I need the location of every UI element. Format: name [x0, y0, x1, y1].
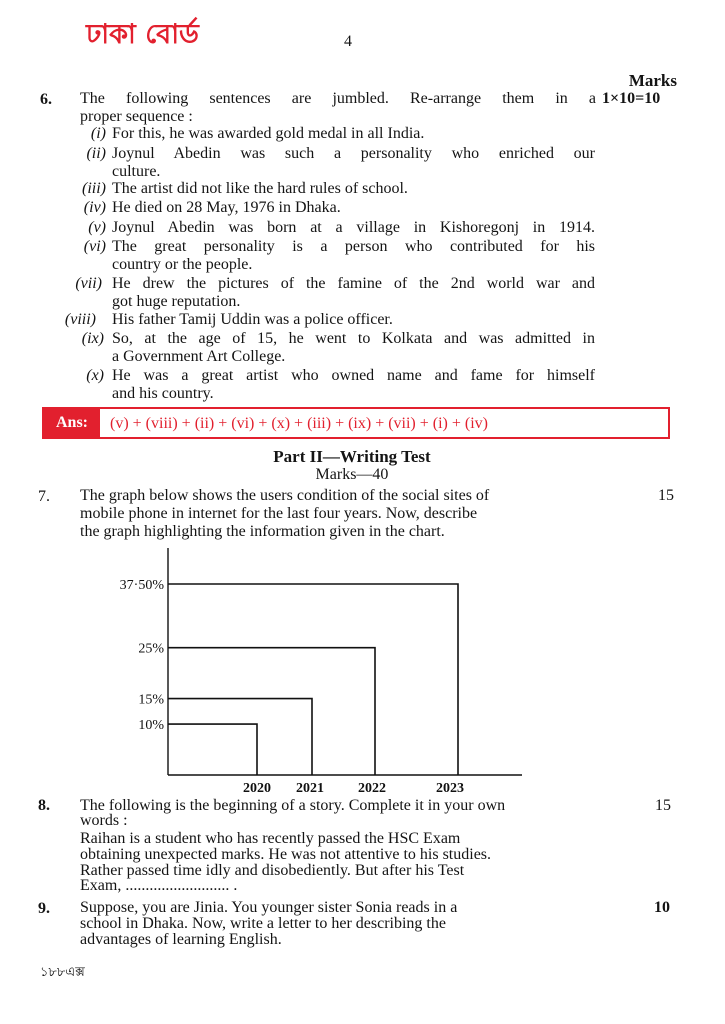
q9-line: Suppose, you are Jinia. You younger sister Sonia reads in a: [80, 899, 458, 916]
q6-number: 6.: [40, 91, 52, 108]
q8-marks: 15: [655, 797, 671, 814]
part2-title: Part II—Writing Test: [273, 447, 431, 466]
q7-line: The graph below shows the users condition of the social sites of: [80, 487, 490, 504]
value-label: 10%: [138, 718, 164, 734]
q8-line: obtaining unexpected marks. He was not attentive to his studies.: [80, 846, 492, 863]
q8-line: Raihan is a student who has recently passed the HSC Exam: [80, 830, 461, 847]
q6-prompt-line2: proper sequence :: [80, 108, 193, 125]
x-tick-label: 2020: [243, 781, 271, 796]
value-label: 37·50%: [119, 578, 164, 593]
q6-item-number: (vii): [75, 275, 102, 292]
q6-item-text: So, at the age of 15, he went to Kolkata and was admitted in: [112, 330, 595, 347]
q7-marks: 15: [658, 487, 674, 504]
q6-item-text: Joynul Abedin was such a personality who enriched our: [112, 145, 595, 162]
q6-item-text: His father Tamij Uddin was a police officer.: [112, 311, 393, 328]
q6-item-number: (i): [90, 125, 106, 142]
q6-item-text: got huge reputation.: [112, 293, 241, 310]
q7-line: mobile phone in internet for the last four years. Now, describe: [80, 505, 478, 522]
q6-item-text: He was a great artist who owned name and fame for himself: [112, 367, 595, 384]
answer-box: [42, 407, 670, 439]
x-tick-label: 2022: [358, 781, 386, 796]
x-tick-label: 2023: [436, 781, 464, 796]
q7-number: 7.: [38, 488, 50, 505]
q6-item-number: (vi): [83, 238, 106, 255]
x-tick-label: 2021: [296, 781, 324, 796]
q9-line: school in Dhaka. Now, write a letter to her describing the: [80, 915, 446, 932]
answer-text: (v) + (viii) + (ii) + (vi) + (x) + (iii) + (ix) + (vii) + (i) + (iv): [110, 415, 489, 432]
q9-number: 9.: [38, 900, 50, 917]
q6-item-text: The great personality is a person who contributed for his: [112, 238, 595, 255]
usage-chart: [0, 540, 725, 796]
q6-item-text: The artist did not like the hard rules of school.: [112, 180, 408, 197]
value-label: 25%: [138, 641, 164, 657]
q6-item-text: He drew the pictures of the famine of the 2nd world war and: [112, 275, 595, 292]
q8-line: words :: [80, 812, 128, 829]
bar-2023: [168, 584, 458, 775]
q6-item-text: He died on 28 May, 1976 in Dhaka.: [112, 199, 341, 216]
q8-line: Rather passed time idly and disobediently. But after his Test: [80, 862, 465, 879]
board-title: ঢাকা বোর্ড: [86, 19, 199, 50]
q6-marks: 1×10=10: [602, 90, 661, 107]
q8-number: 8.: [38, 797, 50, 814]
q6-item-text: culture.: [112, 163, 161, 180]
q6-item-text: a Government Art College.: [112, 348, 286, 365]
q6-prompt-line1: The following sentences are jumbled. Re-arrange them in a: [80, 90, 596, 107]
q8-line: Exam, .......................... .: [80, 877, 238, 894]
q6-item-text: Joynul Abedin was born at a village in Kishoregonj in 1914.: [112, 219, 595, 236]
marks-heading: Marks: [628, 71, 677, 90]
q6-item-number: (ix): [81, 330, 104, 347]
q6-item-text: and his country.: [112, 385, 214, 402]
q6-item-number: (iii): [82, 180, 106, 197]
bar-2022: [168, 648, 375, 775]
footer-code: ১৮৮এক্স: [40, 965, 85, 980]
q6-item-number: (ii): [86, 145, 106, 162]
q6-item-number: (iv): [83, 199, 106, 216]
q6-item-number: (viii): [64, 311, 96, 328]
answer-label: Ans:: [44, 409, 100, 437]
bar-2020: [168, 724, 257, 775]
q7-line: the graph highlighting the information given in the chart.: [80, 523, 445, 540]
value-label: 15%: [138, 692, 164, 708]
q6-item-number: (v): [88, 219, 106, 236]
bar-2021: [168, 699, 312, 775]
part2-marks: Marks—40: [315, 466, 389, 483]
q6-item-text: For this, he was awarded gold medal in all India.: [112, 125, 425, 142]
q6-item-text: country or the people.: [112, 256, 253, 273]
q6-item-number: (x): [86, 367, 104, 384]
page-number: 4: [344, 33, 352, 50]
q8-line: The following is the beginning of a story. Complete it in your own: [80, 797, 506, 814]
q9-marks: 10: [654, 899, 670, 916]
q9-line: advantages of learning English.: [80, 931, 282, 948]
